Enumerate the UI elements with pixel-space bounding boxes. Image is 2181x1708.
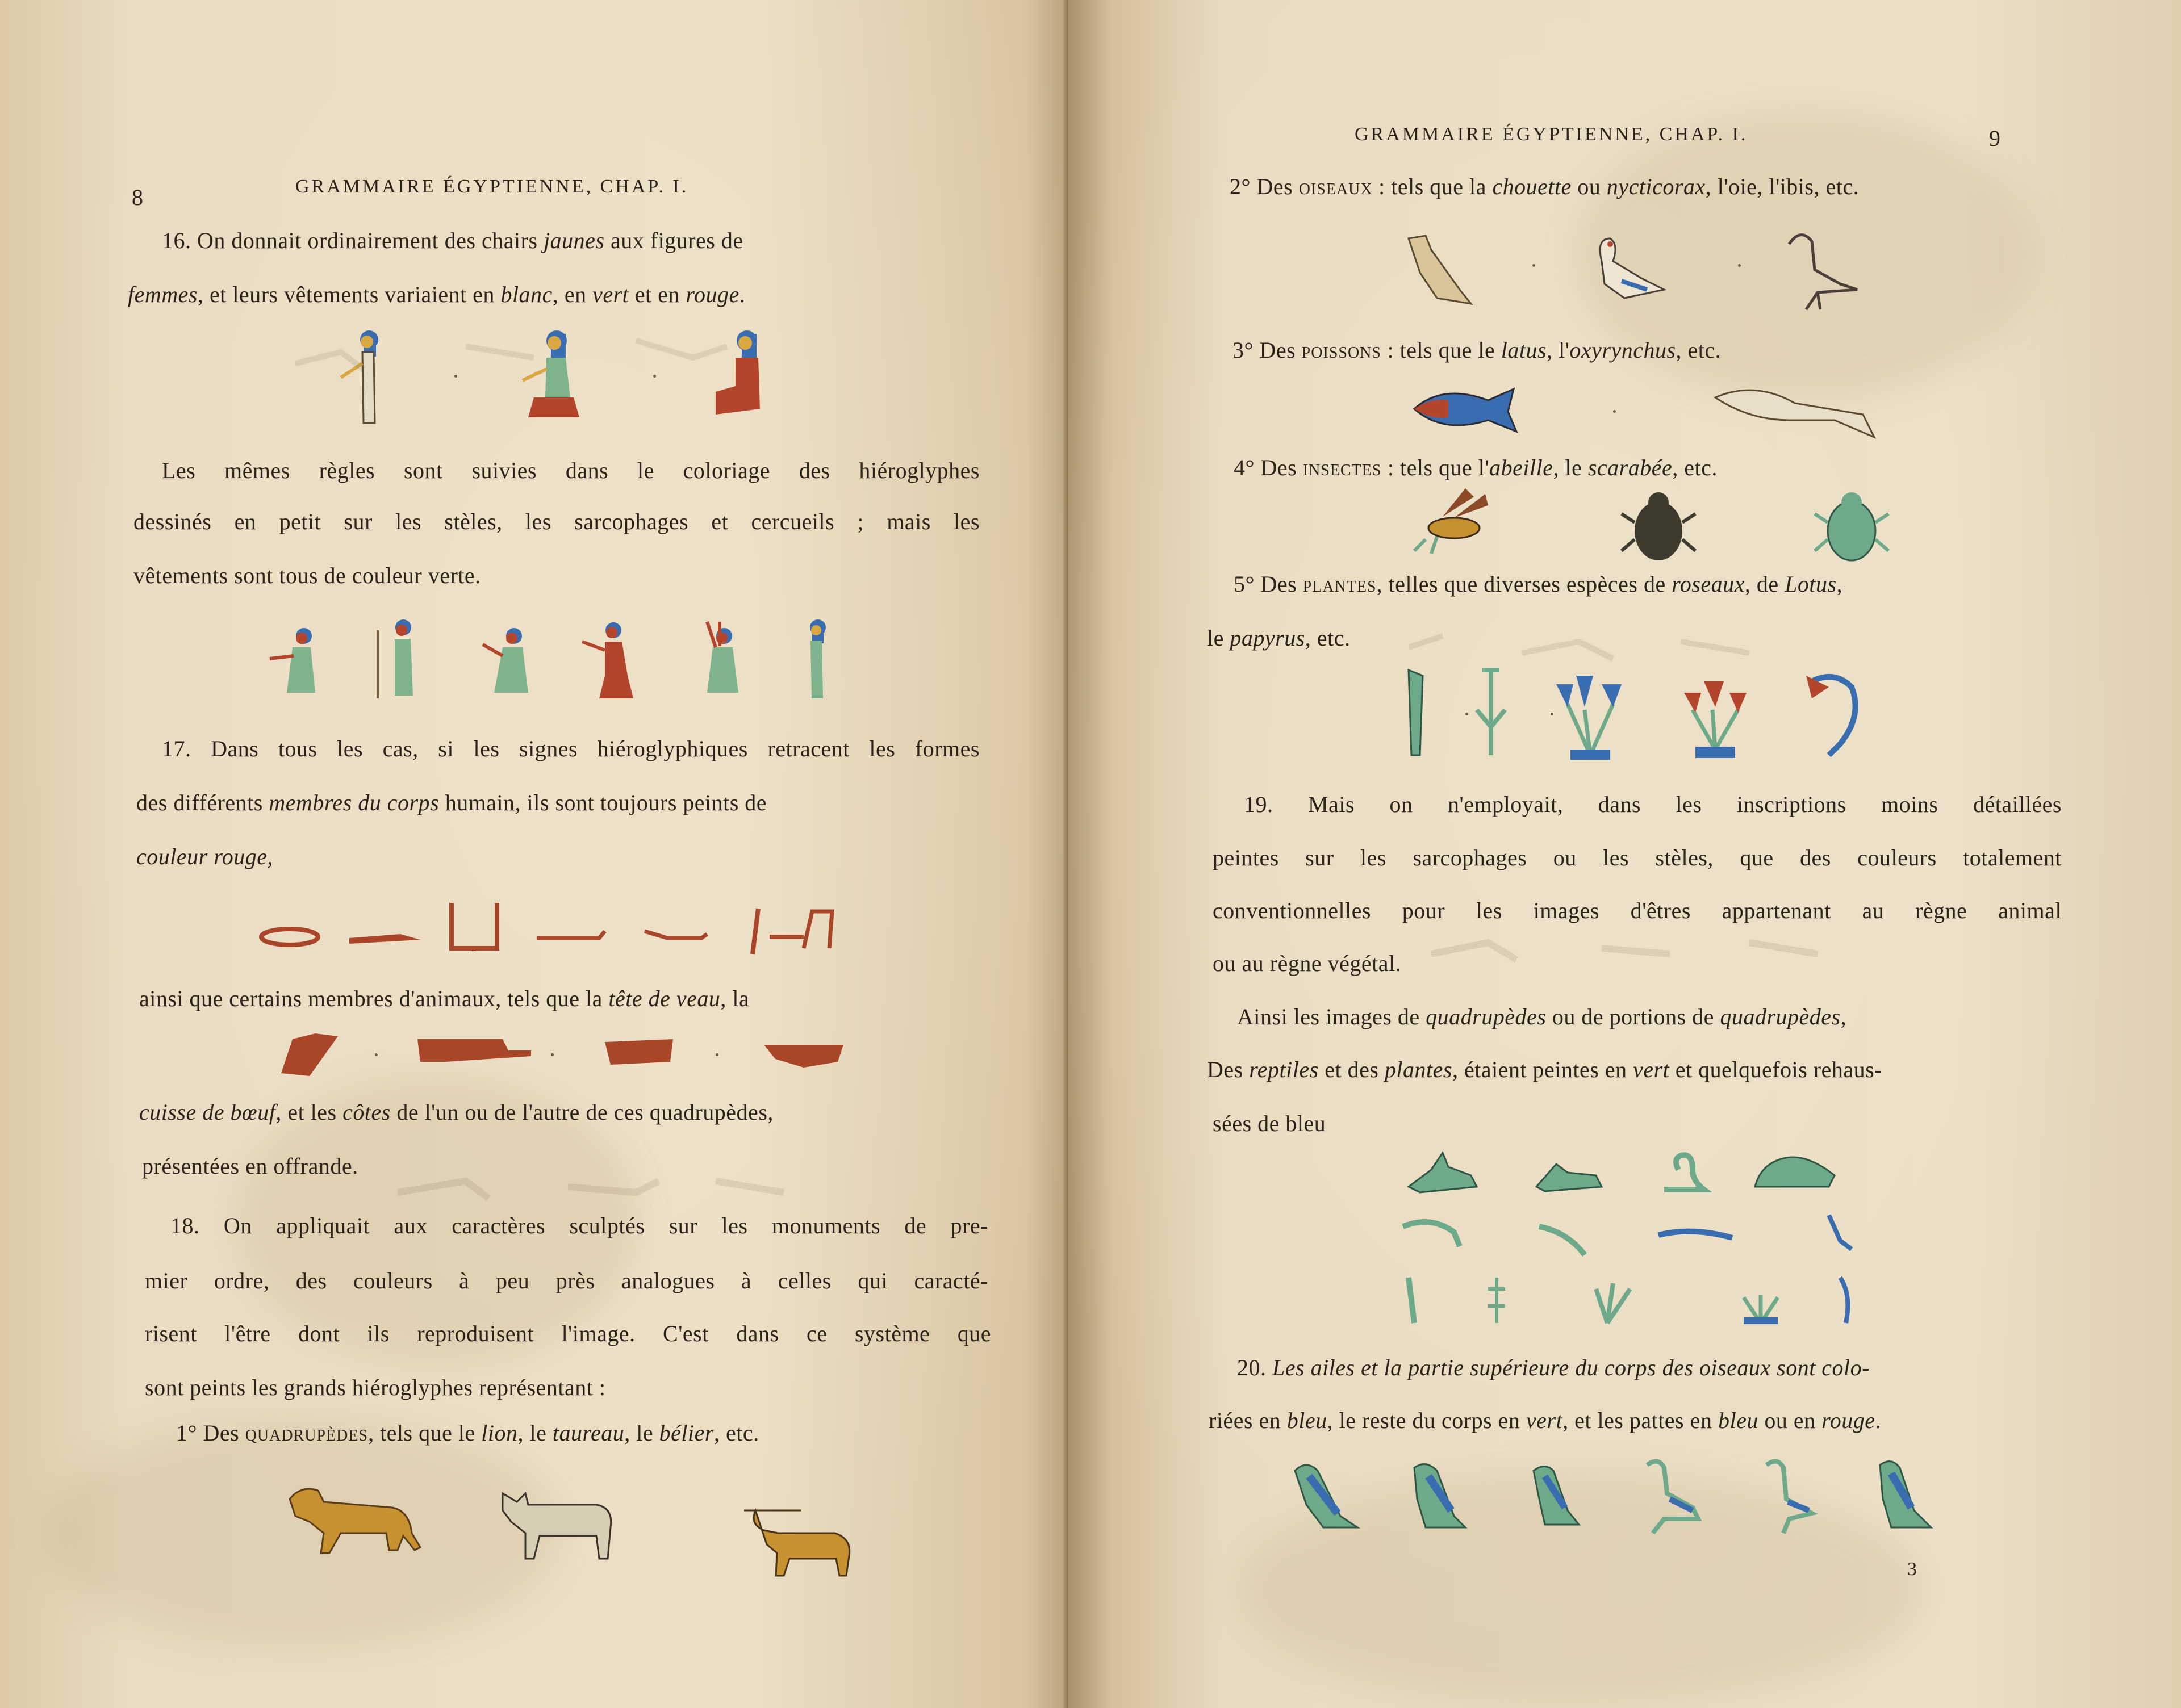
rib-piece-glyph: [764, 1045, 843, 1068]
oxyrhynchus-glyph: [1710, 375, 1880, 449]
snake-glyph: [1403, 1222, 1460, 1246]
running-header-left: GRAMMAIRE ÉGYPTIENNE, CHAP. I.: [295, 176, 689, 197]
green-glyph-grid: [1397, 1141, 1897, 1340]
p17-line3: couleur rouge,: [136, 844, 274, 869]
page-number-right: 9: [1989, 125, 2000, 151]
worm-glyph: [1539, 1226, 1585, 1255]
running-header-right: GRAMMAIRE ÉGYPTIENNE, CHAP. I.: [1355, 124, 1748, 145]
p19-line1: 19. Mais on n'employait, dans les inscriptions moins détaillées: [1244, 792, 2062, 817]
regles-line1: Les mêmes règles sont suivies dans le coloriage des hiéroglyphes: [162, 458, 980, 483]
papyrus-small-glyph: [1596, 1283, 1630, 1323]
item1-line: 1° Des quadrupèdes, tels que le lion, le taureau, le bélier, etc.: [176, 1420, 759, 1446]
item5-line1: 5° Des plantes, telles que diverses espèces de roseaux, de Lotus,: [1234, 571, 1843, 597]
green-scarab-glyph: [1812, 483, 1891, 573]
calf-head-glyph: [281, 1033, 338, 1076]
ainsi-line3: présentées en offrande.: [142, 1153, 358, 1179]
p18-line4: sont peints les grands hiéroglyphes représentant :: [145, 1375, 606, 1400]
p16-line1: 16. On donnait ordinairement des chairs jaunes aux figures de: [162, 228, 743, 253]
swallow-glyph: [1534, 1467, 1579, 1525]
vulture-glyph: [1414, 1464, 1465, 1527]
p17-line1: 17. Dans tous les cas, si les signes hiéroglyphiques retracent les formes: [162, 736, 980, 761]
regles-line3: vêtements sont tous de couleur verte.: [133, 563, 481, 588]
hare-glyph: [1409, 1153, 1477, 1192]
separator-dot: [1551, 713, 1553, 715]
wading-bird-glyph: [1766, 1462, 1812, 1533]
small-snake-glyph: [1829, 1215, 1852, 1249]
birds-row: [1397, 227, 1908, 312]
reed-glyph: [1409, 670, 1423, 755]
viper-glyph: [1658, 1232, 1732, 1238]
p19-line3: conventionnelles pour les images d'êtres appartenant au règne animal: [1213, 898, 2062, 923]
p16-line2: femmes, et leurs vêtements variaient en blanc, en vert et en rouge.: [128, 282, 746, 307]
item4-line: 4° Des insectes : tels que l'abeille, le scarabée, etc.: [1234, 455, 1718, 480]
plants-row: [1397, 664, 1897, 761]
lotus-bud-glyph: [1806, 676, 1856, 755]
p20-line2: riées en bleu, le reste du corps en vert, et les pattes en bleu ou en rouge.: [1209, 1408, 1881, 1433]
p18-line3: risent l'être dont ils reproduisent l'image. C'est dans ce système que: [145, 1321, 991, 1346]
walking-figure-glyph: [582, 622, 633, 698]
ox-thigh-glyph: [417, 1039, 531, 1062]
owl-glyph: [1409, 236, 1471, 304]
ibis-glyph: [1789, 235, 1857, 309]
bull-glyph: [494, 1482, 619, 1567]
foot-glyph: [804, 911, 832, 948]
right-page: [1068, 0, 2181, 1708]
bee-glyph: [1403, 483, 1494, 562]
cobra-glyph: [1664, 1155, 1704, 1190]
ka-arms-glyph: [452, 903, 497, 951]
p17-line2: des différents membres du corps humain, ils sont toujours peints de: [136, 790, 767, 815]
regles-line2: dessinés en petit sur les stèles, les sarcophages et cercueils ; mais les: [133, 509, 980, 534]
reed-shoot-glyph: [1477, 670, 1505, 755]
separator-dot: [716, 1053, 718, 1056]
leg-glyph: [753, 909, 804, 954]
item3-line: 3° Des poissons : tels que le latus, l'oxyrynchus, etc.: [1232, 337, 1722, 363]
fish-glyph: [1409, 380, 1522, 437]
stem-glyph: [1840, 1278, 1848, 1323]
separator-dot: [1738, 264, 1741, 267]
bleed-through-glyphs: [1409, 625, 1806, 670]
animal-parts-row: [275, 1022, 855, 1085]
lion-glyph: [278, 1476, 426, 1562]
p18-line2: mier ordre, des couleurs à peu près analogues à celles qui caracté-: [145, 1268, 988, 1293]
standing-woman-small-glyph: [810, 619, 826, 698]
crocodile-glyph: [1755, 1157, 1835, 1187]
kneeling-figure-glyph: [270, 628, 315, 693]
signature-mark: 3: [1907, 1559, 1917, 1580]
crouching-animal-glyph: [1536, 1164, 1602, 1191]
reed-shoot-small-glyph: [1488, 1278, 1505, 1323]
body-parts-row: [258, 897, 860, 965]
p19-line2: peintes sur les sarcophages ou les stèles, que des couleurs totalement: [1213, 845, 2062, 870]
p20-line1: 20. Les ailes et la partie supérieure du corps des oiseaux sont colo-: [1237, 1355, 1870, 1380]
left-page: [0, 0, 1068, 1708]
page-number-left: 8: [132, 185, 143, 210]
quad-line2: Des reptiles et des plantes, étaient peintes en vert et quelquefois rehaus-: [1207, 1057, 1882, 1082]
quad-line3: sées de bleu: [1213, 1111, 1326, 1136]
rib-glyph: [605, 1039, 673, 1065]
lotus-glyph: [1684, 681, 1747, 758]
ainsi-line1: ainsi que certains membres d'animaux, tels que la tête de veau, la: [139, 986, 750, 1011]
p18-line1: 18. On appliquait aux caractères sculptés sur les monuments de pre-: [170, 1213, 988, 1238]
goose-glyph: [1600, 238, 1664, 298]
separator-dot: [1613, 410, 1616, 413]
heron-glyph: [1647, 1462, 1698, 1533]
separator-dot: [1532, 264, 1535, 267]
bleed-through-glyphs: [295, 318, 807, 386]
papyrus-glyph: [1556, 676, 1622, 760]
arm-glyph: [349, 934, 420, 944]
item2-line: 2° Des oiseaux : tels que la chouette ou nycticorax, l'oie, l'ibis, etc.: [1230, 174, 1860, 199]
raised-arms-figure-glyph: [707, 622, 738, 693]
scarab-glyph: [1619, 483, 1698, 573]
ainsi-line2: cuisse de bœuf, et les côtes de l'un ou de l'autre de ces quadrupèdes,: [139, 1099, 774, 1125]
blue-birds-row: [1284, 1454, 2022, 1550]
bleed-through-glyphs: [398, 1158, 795, 1215]
seated-offering-figure-glyph: [483, 628, 528, 693]
separator-dot: [375, 1053, 378, 1056]
plant-small-glyph: [1744, 1295, 1778, 1324]
small-figures-row: [258, 613, 838, 704]
standing-staff-figure-glyph: [378, 619, 413, 698]
ram-glyph: [738, 1499, 863, 1584]
falcon-glyph: [1880, 1462, 1931, 1527]
arm-stick-glyph: [537, 931, 605, 938]
separator-dot: [1465, 713, 1468, 715]
bleed-through-glyphs: [1431, 920, 1829, 977]
bird-glyph: [1295, 1465, 1357, 1527]
separator-dot: [551, 1053, 554, 1056]
p19-line4: ou au règne végétal.: [1213, 951, 1402, 976]
item5-line2: le papyrus, etc.: [1207, 625, 1351, 651]
arm-bowl-glyph: [645, 931, 707, 938]
reed-small-glyph: [1409, 1278, 1414, 1323]
mouth-glyph: [261, 929, 318, 945]
quad-line1: Ainsi les images de quadrupèdes ou de portions de quadrupèdes,: [1237, 1004, 1847, 1029]
